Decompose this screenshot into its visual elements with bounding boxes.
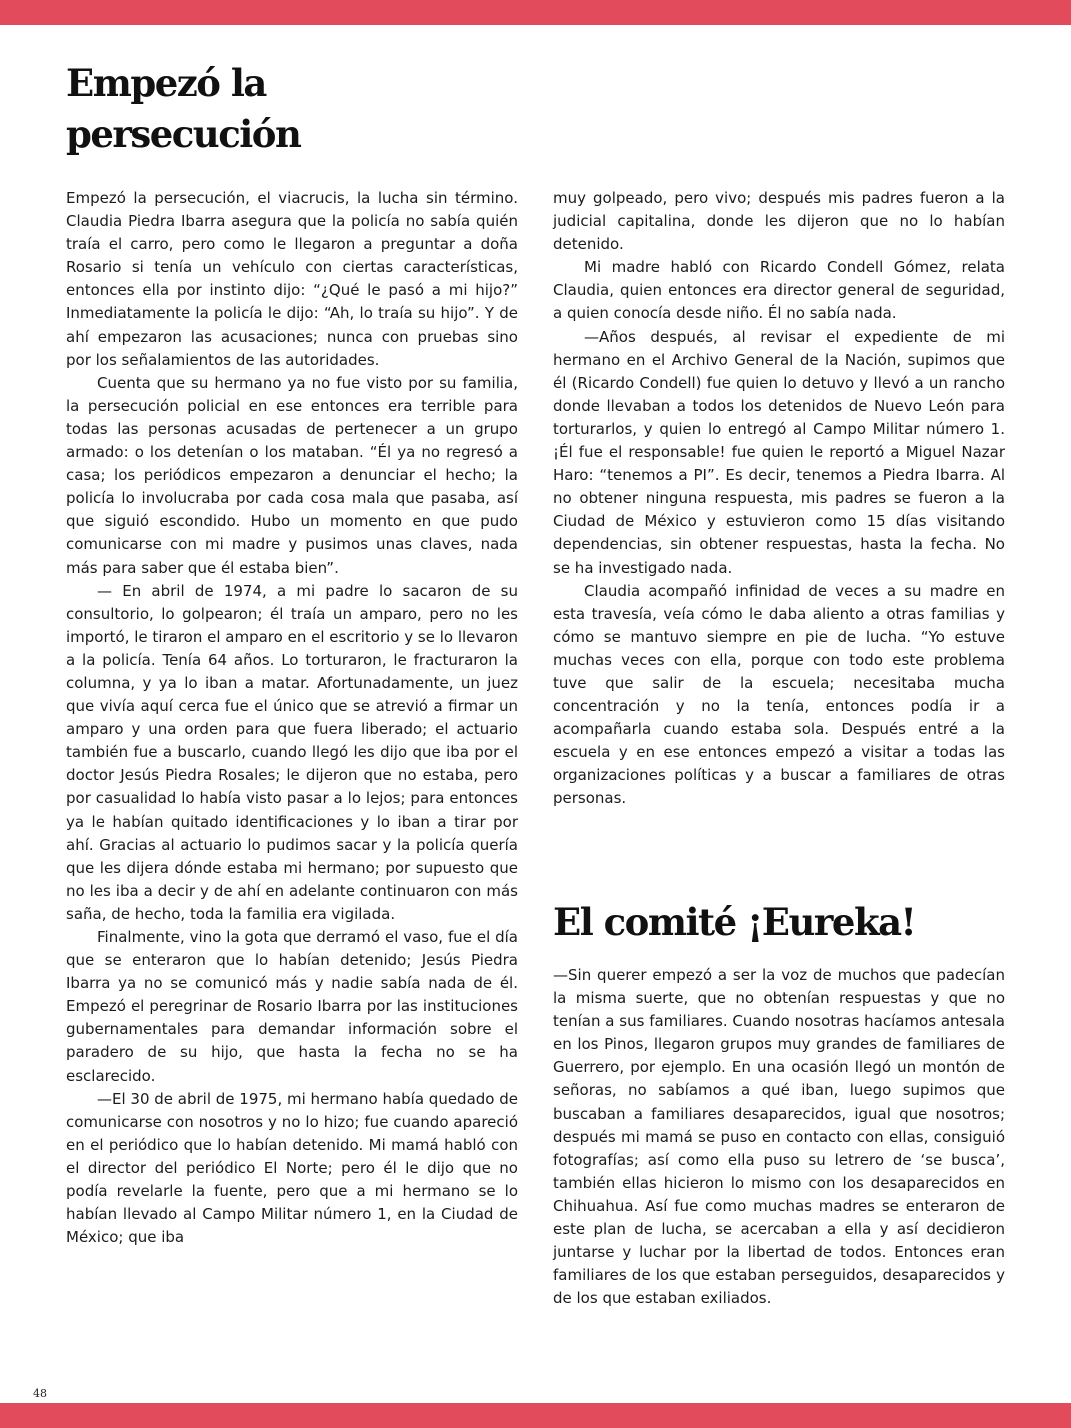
paragraph: muy golpeado, pero vivo; después mis padres fueron a la judicial capitalina, donde les dijeron que no lo habían detenido.: [553, 189, 1005, 254]
paragraph: Mi madre habló con Ricardo Condell Gómez, relata Claudia, quien entonces era director general de seguridad, a quien conocía desde niño. Él no sabía nada.: [553, 258, 1005, 323]
paragraph: —El 30 de abril de 1975, mi hermano había quedado de comunicarse con nosotros y no lo hizo; fue cuando apareció en el periódico que lo habían detenido. Mi mamá habló con el director del periódico El Norte; pero él le dijo que no podía revelarle la fuente, pero que a mi hermano se lo habían llevado al Campo Militar número 1, en la Ciudad de México; que iba: [66, 1089, 518, 1247]
article-column-eureka: [553, 964, 1005, 1310]
paragraph: —Sin querer empezó a ser la voz de muchos que padecían la misma suerte, que no obtenían respuestas y que no tenían a sus familiares. Cuando nosotras hacíamos antesala en los Pinos, llegaron grupos muy grandes de familiares de Guerrero, por ejemplo. En una ocasión llegó un montón de señoras, no sabíamos a qué iban, luego supimos que buscaban a familiares desaparecidos, igual que nosotros; después mi mamá se puso en contacto con ellas, consiguió fotografías; así como ella puso su letrero de ‘se busca’, también ellas hicieron lo mismo con los desaparecidos en Chihuahua. Así fue como muchas madres se enteraron de este plan de lucha, se acercaban a ella y así decidieron juntarse y luchar por la libertad de todos. Entonces eran familiares de los que estaban perseguidos, desaparecidos y de los que estaban exiliados.: [553, 966, 1005, 1308]
top-accent-bar: [0, 0, 1071, 25]
paragraph: Claudia acompañó infinidad de veces a su madre en esta travesía, veía cómo le daba aliento a otras familias y cómo se mantuvo siempre en pie de lucha. “Yo estuve muchas veces con ella, porque con todo este problema tuve que salir de la escuela; necesitaba mucha concentración y no la tenía, entonces podía ir a acompañarla cuando estaba sola. Después entré a la escuela y en ese entonces empezó a visitar a todas las organizaciones políticas y a buscar a familiares de otras personas.: [553, 581, 1005, 808]
title-line-1: Empezó la: [66, 61, 266, 105]
paragraph: Cuenta que su hermano ya no fue visto por su familia, la persecución policial en ese entonces era terrible para todas las personas acusadas de pertenecer a un grupo armado: o los detenían o los mataban. “Él ya no regresó a casa; los periódicos empezaron a denunciar el hecho; la policía lo involucraba por cada cosa mala que pasaba, así que siguió escondido. Hubo un momento en que pudo comunicarse con mi madre y pusimos unas claves, nada más para saber que él estaba bien”.: [66, 373, 518, 577]
paragraph: Empezó la persecución, el viacrucis, la lucha sin término. Claudia Piedra Ibarra asegura que la policía no sabía quién traía el carro, pero como le llegaron a preguntar a doña Rosario si tenía un vehículo con ciertas características, entonces ella por instinto dijo: “¿Qué le pasó a mi hijo?” Inmediatamente la policía le dijo: “Ah, lo traía su hijo”. Y de ahí empezaron las acusaciones; nunca con pruebas sino por los señalamientos de las autoridades.: [66, 189, 518, 369]
section-title-persecucion: [66, 58, 516, 160]
paragraph: —Años después, al revisar el expediente de mi hermano en el Archivo General de la Nación, supimos que él (Ricardo Condell) fue quien lo detuvo y llevó a un rancho donde llevaban a todos los detenidos de Nuevo León para torturarlos, y quien lo entregó al Campo Militar número 1. ¡Él fue el responsable! fue quien le reportó a Miguel Nazar Haro: “tenemos a PI”. Es decir, tenemos a Piedra Ibarra. Al no obtener ninguna respuesta, mis padres se fueron a la Ciudad de México y estuvieron como 15 días visitando dependencias, sin obtener respuestas, hasta la fecha. No se ha investigado nada.: [553, 327, 1005, 577]
section-title-comite-eureka: El comité ¡Eureka!: [553, 900, 916, 944]
bottom-accent-bar: [0, 1403, 1071, 1428]
paragraph: — En abril de 1974, a mi padre lo sacaron de su consultorio, lo golpearon; él traía un amparo, pero no les importó, le tiraron el amparo en el escritorio y se lo llevaron a la policía. Tenía 64 años. Lo torturaron, le fracturaron la columna, y ya lo iban a matar. Afortunadamente, un juez que vivía aquí cerca fue el único que se atrevió a firmar un amparo y una orden para que fuera liberado; el actuario también fue a buscarlo, cuando llegó les dijo que iba por el doctor Jesús Piedra Rosales; le dijeron que no estaba, pero por casualidad lo había visto pasar a lo lejos; para entonces ya le habían quitado identificaciones y lo iban a tirar por ahí. Gracias al actuario lo pudimos sacar y la policía quería que les dijera dónde estaba mi hermano; por supuesto que no les iba a decir y de ahí en adelante continuaron con más saña, de hecho, toda la familia era vigilada.: [66, 581, 518, 923]
paragraph: Finalmente, vino la gota que derramó el vaso, fue el día que se enteraron que lo habían detenido; Jesús Piedra Ibarra ya no se comunicó más y nadie sabía nada de él. Empezó el peregrinar de Rosario Ibarra por las instituciones gubernamentales para demandar información sobre el paradero de su hijo, que hasta la fecha no se ha esclarecido.: [66, 928, 518, 1085]
page-number: 48: [33, 1387, 47, 1400]
article-column-left: [66, 187, 518, 1249]
title-line-2: persecución: [66, 112, 301, 156]
article-column-right: [553, 187, 1005, 811]
